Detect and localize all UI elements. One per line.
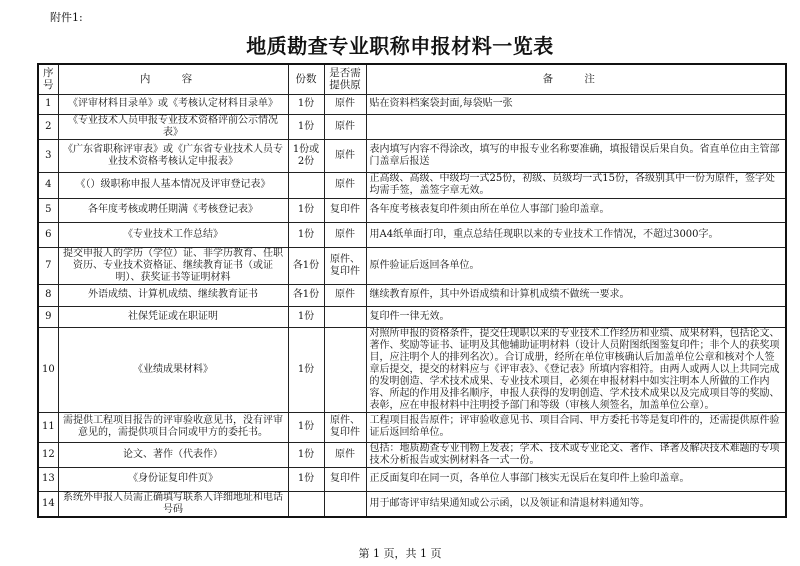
row-number: 1 <box>38 94 58 114</box>
table-row <box>38 222 786 247</box>
row-remark: 对照所申报的资格条件，提交任现职以来的专业技术工作经历和业绩、成果材料，包括论文、著作、奖励等证书、证明及其他辅助证明材料（设计人员附图纸图鉴复印件；非个人的获奖项目，应注明个人的排列名次）。合订成册，经所在单位审核确认后加盖单位公章和核对个人签章后提交，提交的材料应与《评审表》、《登记表》所填内容相符。由两人或两人以上共同完成的发明创造、学术技术成果、专业技术项目，必须在申报材料中如实注明本人所做的工作内容、所起的作用及排名顺序，申报人获得的发明创造、学术技术成果以及完成项目等的奖励、表彰，应在申报材料中注明授予部门和等级（审核人须签名，加盖单位公章）。 <box>366 327 786 412</box>
row-quantity: 1份 <box>288 467 324 491</box>
row-original-required: 复印件 <box>324 198 366 222</box>
row-original-required <box>324 491 366 517</box>
row-number: 11 <box>38 412 58 442</box>
row-content: 提交申报人的学历（学位）证、非学历教育、任职资历、专业技术资格证、继续教育证书（或证明）、获奖证书等证明材料 <box>58 247 288 284</box>
row-quantity: 1份 <box>288 198 324 222</box>
table-row <box>38 491 786 517</box>
row-number: 3 <box>38 139 58 172</box>
row-remark: 复印件一律无效。 <box>366 306 786 327</box>
row-original-required: 原件、复印件 <box>324 247 366 284</box>
row-content: 需提供工程项目报告的评审验收意见书，没有评审意见的，需提供项目合同或甲方的委托书。 <box>58 412 288 442</box>
row-quantity: 1份 <box>288 412 324 442</box>
attachment-label: 附件1: <box>50 11 83 24</box>
row-remark: 包括：地质勘查专业刊物上发表；学术、技术或专业论文、著作、译著及解决技术难题的专项技术分析报告或实例材料各一式一份。 <box>366 442 786 467</box>
table-row <box>38 247 786 284</box>
row-original-required: 原件 <box>324 94 366 114</box>
row-remark: 贴在资料档案袋封面,每袋贴一张 <box>366 94 786 114</box>
row-original-required <box>324 327 366 412</box>
row-original-required: 原件 <box>324 222 366 247</box>
header-no: 序号 <box>38 64 58 94</box>
table-row <box>38 139 786 172</box>
row-content: 《专业技术工作总结》 <box>58 222 288 247</box>
page-footer: 第 1 页，共 1 页 <box>358 547 442 560</box>
table-row <box>38 198 786 222</box>
table-row <box>38 284 786 306</box>
table-row <box>38 94 786 114</box>
row-content: 论文、著作（代表作） <box>58 442 288 467</box>
row-number: 7 <box>38 247 58 284</box>
document-title: 地质勘查专业职称申报材料一览表 <box>246 34 554 58</box>
row-number: 9 <box>38 306 58 327</box>
row-number: 6 <box>38 222 58 247</box>
row-quantity: 1份 <box>288 442 324 467</box>
table-header-row <box>38 64 786 94</box>
row-number: 2 <box>38 114 58 139</box>
row-quantity: 1份 <box>288 114 324 139</box>
row-quantity: 各1份 <box>288 284 324 306</box>
table-row <box>38 412 786 442</box>
row-quantity: 1份 <box>288 327 324 412</box>
row-content: 《广东省职称评审表》或《广东省专业技术人员专业技术资格考核认定申报表》 <box>58 139 288 172</box>
row-original-required: 原件 <box>324 172 366 198</box>
row-quantity: 1份 <box>288 222 324 247</box>
row-number: 5 <box>38 198 58 222</box>
row-remark: 用于邮寄评审结果通知或公示函，以及领证和清退材料通知等。 <box>366 491 786 517</box>
row-remark <box>366 114 786 139</box>
row-number: 13 <box>38 467 58 491</box>
row-number: 4 <box>38 172 58 198</box>
row-number: 14 <box>38 491 58 517</box>
row-original-required: 原件 <box>324 114 366 139</box>
row-remark: 原件验证后返回各单位。 <box>366 247 786 284</box>
row-content: 社保凭证或在职证明 <box>58 306 288 327</box>
row-content: 《评审材料目录单》或《考核认定材料目录单》 <box>58 94 288 114</box>
table-row <box>38 306 786 327</box>
row-quantity: 1份 <box>288 94 324 114</box>
row-remark: 表内填写内容不得涂改，填写的申报专业名称要准确，填报错误后果自负。省直单位由主管部门盖章后报送 <box>366 139 786 172</box>
row-original-required: 原件 <box>324 284 366 306</box>
row-content: 《（）级职称申报人基本情况及评审登记表》 <box>58 172 288 198</box>
row-remark: 工程项目报告原件；评审验收意见书、项目合同、甲方委托书等是复印件的，还需提供原件验证后返回给单位。 <box>366 412 786 442</box>
materials-table <box>37 63 787 518</box>
row-remark: 各年度考核表复印件须由所在单位人事部门验印盖章。 <box>366 198 786 222</box>
row-remark: 继续教育原件，其中外语成绩和计算机成绩不做统一要求。 <box>366 284 786 306</box>
row-number: 10 <box>38 327 58 412</box>
row-remark: 正高级、高级、中级均一式25份，初级、员级均一式15份，各级别其中一份为原件，签字处均需手签，盖签字章无效。 <box>366 172 786 198</box>
row-content: 《业绩成果材料》 <box>58 327 288 412</box>
table-row <box>38 172 786 198</box>
row-content: 外语成绩、计算机成绩、继续教育证书 <box>58 284 288 306</box>
row-original-required: 原件 <box>324 442 366 467</box>
row-original-required <box>324 306 366 327</box>
header-remark: 备 注 <box>366 64 786 94</box>
row-content: 《身份证复印件页》 <box>58 467 288 491</box>
row-content: 各年度考核或聘任期满《考核登记表》 <box>58 198 288 222</box>
row-remark: 正反面复印在同一页，各单位人事部门核实无误后在复印件上验印盖章。 <box>366 467 786 491</box>
row-quantity <box>288 172 324 198</box>
row-remark: 用A4纸单面打印，重点总结任现职以来的专业技术工作情况，不超过3000字。 <box>366 222 786 247</box>
row-number: 12 <box>38 442 58 467</box>
row-content: 《专业技术人员申报专业技术资格评前公示情况表》 <box>58 114 288 139</box>
table-row <box>38 327 786 412</box>
row-content: 系统外申报人员需正确填写联系人详细地址和电话号码 <box>58 491 288 517</box>
header-content: 内 容 <box>58 64 288 94</box>
row-quantity: 各1份 <box>288 247 324 284</box>
row-original-required: 原件 <box>324 139 366 172</box>
header-qty: 份数 <box>288 64 324 94</box>
row-quantity: 1份或2份 <box>288 139 324 172</box>
header-original: 是否需提供原 <box>324 64 366 94</box>
table-row <box>38 114 786 139</box>
row-quantity: 1份 <box>288 306 324 327</box>
table-row <box>38 467 786 491</box>
table-row <box>38 442 786 467</box>
row-number: 8 <box>38 284 58 306</box>
row-original-required: 原件、复印件 <box>324 412 366 442</box>
row-original-required: 复印件 <box>324 467 366 491</box>
row-quantity <box>288 491 324 517</box>
